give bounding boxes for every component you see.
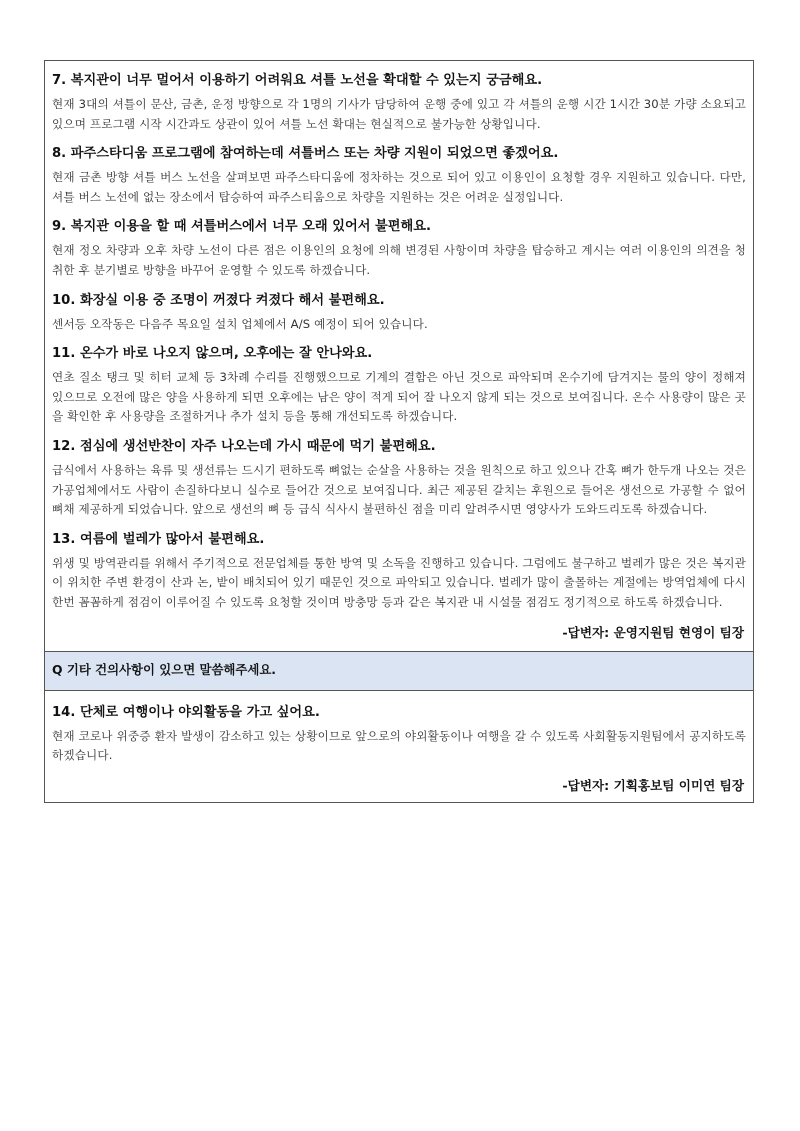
answer-8: 현재 금촌 방향 셔틀 버스 노선을 살펴보면 파주스타디움에 정차하는 것으로 되어 있고 이용인이 요청할 경우 지원하고 있습니다. 다만, 셔틀 버스 노선에 없는 장소에서 탑승하여 파주스티움으로 차량을 지원하는 것은 어려운 실정입니다. [52,170,746,204]
question-13: 13. 여름에 벌레가 많아서 불편해요. [52,531,265,547]
answer-9: 현재 정오 차량과 오후 차량 노선이 다른 점은 이용인의 요청에 의해 변경된 사항이며 차량을 탑승하고 계시는 여러 이용인의 의견을 청취한 후 분기별로 방향을 바꾸어 운영할 수 있도록 하겠습니다. [52,243,746,277]
section-header-other-suggestions: Q 기타 건의사항이 있으면 말씀해주세요. [44,651,754,690]
qa-item [52,71,746,134]
answer-7: 현재 3대의 셔틀이 문산, 금촌, 운정 방향으로 각 1명의 기사가 담당하여 운행 중에 있고 각 셔틀의 운행 시간 1시간 30분 가량 소요되고 있으며 프로그램 시작 시간과도 상관이 있어 셔틀 노선 확대는 현실적으로 불가능한 상황입니다. [52,97,746,131]
answer-10: 센서등 오작동은 다음주 목요일 설치 업체에서 A/S 예정이 되어 있습니다. [52,316,428,331]
qa-item [52,217,746,280]
answer-12: 급식에서 사용하는 육류 및 생선류는 드시기 편하도록 뼈없는 순살을 사용하는 것을 원칙으로 하고 있으나 간혹 뼈가 한두개 나오는 것은 가공업체에서도 사람이 손질하다보니 실수로 들어간 것으로 보여집니다. 최근 제공된 갈치는 후원으로 들어온 생선으로 가공할 수 없어 뼈채 제공하게 되었습니다. 앞으로 생선의 뼈 등 급식 식사시 불편하신 점을 미리 알려주시면 영양사가 도와드리도록 하겠습니다. [52,462,746,517]
answer-14: 현재 코로나 위중증 환자 발생이 감소하고 있는 상황이므로 앞으로의 야외활동이나 여행을 갈 수 있도록 사회활동지원팀에서 공지하도록 하겠습니다. [52,728,746,763]
question-7: 7. 복지관이 너무 멀어서 이용하기 어려워요 셔틀 노선을 확대할 수 있는지 궁금해요. [52,73,543,88]
qa-item [52,530,746,613]
respondent-signature: -답변자: 기획홍보팀 이미연 팀장 [562,777,744,793]
question-11: 11. 온수가 바로 나오지 않으며, 오후에는 잘 안나와요. [52,346,373,362]
qa-item [52,144,746,207]
respondent-signature: -답변자: 운영지원팀 현영이 팀장 [562,624,744,640]
document-frame [44,60,754,803]
qa-item [52,291,746,335]
answer-13: 위생 및 방역관리를 위해서 주기적으로 전문업체를 통한 방역 및 소독을 진행하고 있습니다. 그럼에도 불구하고 벌레가 많은 것은 복지관이 위치한 주변 환경이 산과 논, 밭이 배치되어 있기 때문인 것으로 파악되고 있습니다. 벌레가 많이 출몰하는 계절에는 방역업체에 다시 한번 꼼꼼하게 점검이 이루어질 수 있도록 요청할 것이며 방충망 등과 같은 복지관 내 시설물 점검도 정기적으로 하도록 하겠습니다. [52,555,746,609]
question-9: 9. 복지관 이용을 할 때 셔틀버스에서 너무 오래 있어서 불편해요. [52,219,431,235]
qa-section-facilities [44,60,754,651]
question-14: 14. 단체로 여행이나 야외활동을 가고 싶어요. [52,704,320,720]
answer-11: 연초 질소 탱크 및 히터 교체 등 3차례 수리를 진행했으므로 기계의 결함은 아닌 것으로 파악되며 온수기에 담겨지는 물의 양이 정해져 있으므로 오전에 많은 양을 사용하게 되면 오후에는 남은 양이 적게 되어 잘 나오지 않게 되는 것으로 보여집니다. 온수 사용량이 많은 곳을 확인한 후 사용량을 조절하거나 추가 설치 등을 통해 개선되도록 하겠습니다. [52,370,746,424]
qa-item [52,344,746,427]
question-8: 8. 파주스타디움 프로그램에 참여하는데 셔틀버스 또는 차량 지원이 되었으면 좋겠어요. [52,146,559,162]
question-10: 10. 화장실 이용 중 조명이 꺼졌다 켜졌다 해서 불편해요. [52,292,385,308]
qa-item [52,437,746,520]
question-12: 12. 점심에 생선반찬이 자주 나오는데 가시 때문에 먹기 불편해요. [52,438,436,454]
qa-item [52,703,746,766]
qa-section-other [44,690,754,803]
